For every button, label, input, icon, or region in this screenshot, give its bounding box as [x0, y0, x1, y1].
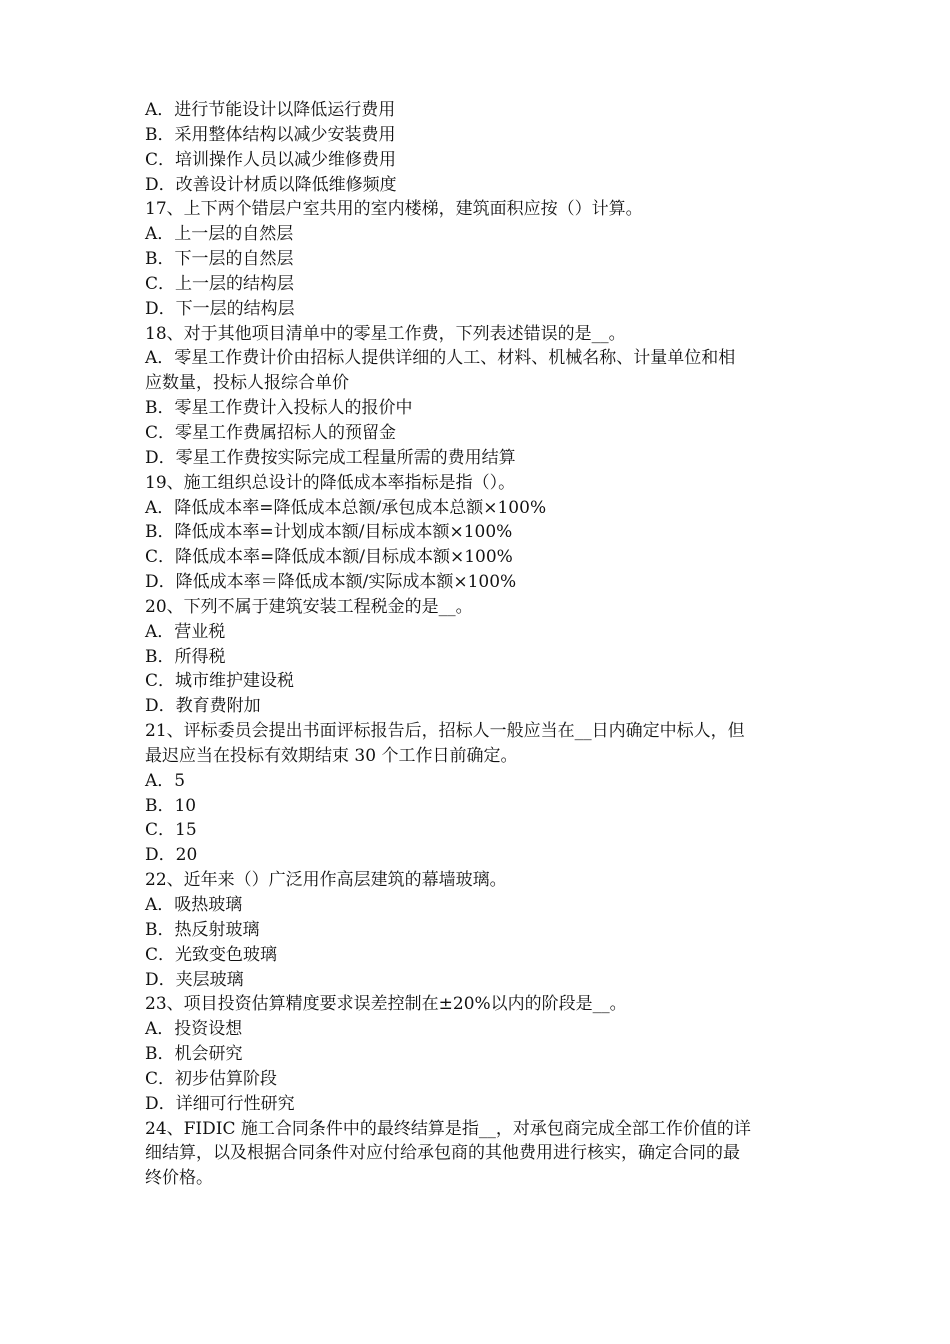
- option-line: B．所得税: [145, 646, 226, 667]
- option-line: D．改善设计材质以降低维修频度: [145, 174, 397, 195]
- option-line: A．上一层的自然层: [145, 224, 294, 245]
- option-line: C．初步估算阶段: [145, 1068, 278, 1089]
- option-line: A．降低成本率=降低成本总额/承包成本总额×100%: [145, 497, 547, 518]
- question-20: 20、下列不属于建筑安装工程税金的是__。: [145, 596, 473, 617]
- option-line: C．城市维护建设税: [145, 671, 295, 692]
- option-line: C．降低成本率=降低成本额/目标成本额×100%: [145, 547, 513, 568]
- document-page: [145, 98, 825, 1191]
- option-line: B．下一层的自然层: [145, 249, 294, 270]
- option-line: B．10: [145, 795, 197, 816]
- option-line: A．零星工作费计价由招标人提供详细的人工、材料、机械名称、计量单位和相: [145, 348, 736, 369]
- option-line: A．投资设想: [145, 1019, 243, 1040]
- option-line: A．5: [145, 770, 186, 791]
- question-22: 22、近年来（）广泛用作高层建筑的幕墙玻璃。: [145, 870, 507, 891]
- option-line: C．15: [145, 820, 197, 841]
- option-line: D．降低成本率＝降低成本额/实际成本额×100%: [145, 572, 517, 593]
- question-24-continued: 细结算，以及根据合同条件对应付给承包商的其他费用进行核实，确定合同的最: [145, 1143, 740, 1164]
- option-line: A．吸热玻璃: [145, 895, 243, 915]
- question-17: 17、上下两个错层户室共用的室内楼梯，建筑面积应按（）计算。: [145, 199, 643, 220]
- option-line: D．详细可行性研究: [145, 1093, 295, 1114]
- option-line: B．机会研究: [145, 1044, 243, 1065]
- option-line: D．教育费附加: [145, 696, 261, 717]
- option-line: C．光致变色玻璃: [145, 944, 278, 965]
- option-line: D．零星工作费按实际完成工程量所需的费用结算: [145, 447, 516, 468]
- question-18: 18、对于其他项目清单中的零星工作费，下列表述错误的是__。: [145, 323, 626, 344]
- question-24-continued: 终价格。: [145, 1168, 213, 1189]
- option-line: C．上一层的结构层: [145, 273, 295, 294]
- option-line: B．采用整体结构以减少安装费用: [145, 124, 396, 145]
- question-23: 23、项目投资估算精度要求误差控制在±20%以内的阶段是__。: [145, 994, 627, 1015]
- option-line: B．零星工作费计入投标人的报价中: [145, 398, 413, 419]
- option-line: A．进行节能设计以降低运行费用: [145, 100, 396, 120]
- option-line-continued: 应数量，投标人报综合单价: [145, 373, 349, 394]
- option-line: D．下一层的结构层: [145, 298, 295, 319]
- option-line: D．夹层玻璃: [145, 969, 244, 990]
- question-19: 19、施工组织总设计的降低成本率指标是指（）。: [145, 472, 516, 493]
- option-line: A．营业税: [145, 621, 226, 642]
- option-line: B．降低成本率=计划成本额/目标成本额×100%: [145, 522, 513, 543]
- option-line: D．20: [145, 845, 198, 866]
- option-line: C．培训操作人员以减少维修费用: [145, 149, 397, 170]
- question-24: 24、FIDIC 施工合同条件中的最终结算是指__，对承包商完成全部工作价值的详: [145, 1118, 751, 1139]
- option-line: C．零星工作费属招标人的预留金: [145, 422, 397, 443]
- option-line: B．热反射玻璃: [145, 919, 260, 940]
- question-21-continued: 最迟应当在投标有效期结束 30 个工作日前确定。: [145, 745, 518, 766]
- question-21: 21、评标委员会提出书面评标报告后，招标人一般应当在__日内确定中标人，但: [145, 721, 745, 742]
